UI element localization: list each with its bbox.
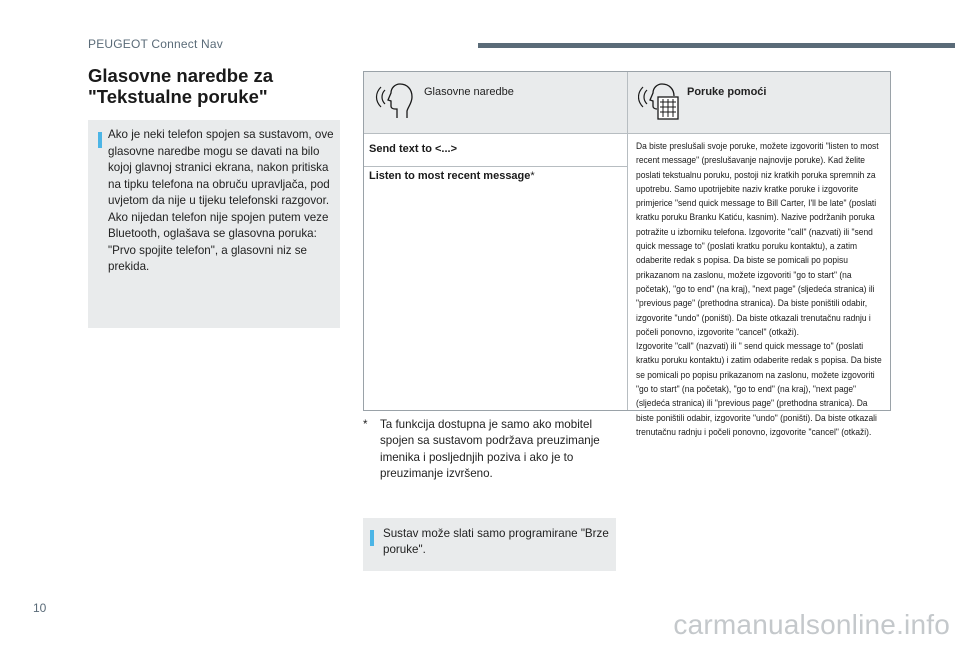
section-heading-line2: "Tekstualne poruke" bbox=[88, 86, 268, 107]
table-header-help bbox=[628, 72, 890, 133]
help-messages-text bbox=[636, 139, 882, 439]
footnote-text: Ta funkcija dostupna je samo ako mobitel spojen sa sustavom podržava preuzimanje imenika i posljednjih poziva i ako je to preuzimanje izvršeno. bbox=[380, 418, 600, 481]
table-header-commands bbox=[364, 72, 628, 133]
quick-messages-note-text: Sustav može slati samo programirane "Brze poruke". bbox=[383, 527, 609, 557]
table-header-commands-label: Glasovne naredbe bbox=[424, 86, 514, 98]
section-heading-line1: Glasovne naredbe za bbox=[88, 65, 274, 86]
help-message-icon bbox=[638, 81, 680, 121]
table-row-command bbox=[369, 170, 535, 182]
table-column-divider bbox=[627, 133, 628, 410]
info-marker-icon bbox=[98, 132, 102, 148]
command-listen-recent: Listen to most recent message bbox=[369, 170, 531, 182]
voice-commands-table bbox=[363, 71, 891, 437]
section-heading bbox=[88, 65, 338, 107]
watermark: carmanualsonline.info bbox=[673, 609, 950, 640]
header-title: PEUGEOT Connect Nav bbox=[88, 37, 223, 51]
info-note-para1: Ako je neki telefon spojen sa sustavom, ove glasovne naredbe mogu se davati na bilo kojoj glavnoj stranici ekrana, nakon pritiska na tipku telefona na obruču upravljača, pod uvjetom da nije u tijeku telefonski razgovor. bbox=[108, 128, 334, 207]
info-marker-icon bbox=[370, 530, 374, 546]
footnote-asterisk: * bbox=[363, 418, 368, 431]
help-para1: Da biste preslušali svoje poruke, možete izgovoriti "listen to most recent message" (preslušavanje najnovije poruke). Kad želite poslati tekstualnu poruku, postoji niz kratkih poruka spremnih za upotrebu. Samo upotrijebite naziv kratke poruke i izgovorite primjerice "send quick message to Bill Carter, I'll be late" (poslati kratku poruku Branku Katiću, kasnim). Nazive podržanih poruka potražite u izborniku telefona. Izgovorite "call" (nazvati) ili "send quick message to" (poslati kratku poruku kontaktu), a zatim odaberite redak s popisa. Da biste se pomicali po popisu prikazanom na zaslonu, možete izgovoriti "go to start" (na početak), "go to end" (na kraj), "next page" (sljedeća stranica) ili "previous page" (prethodna stranica). Da biste poništili odabir, izgovorite "undo" (poništi). Da biste otkazali trenutačnu radnju i počeli ponovno, izgovorite "cancel" (otkaži). bbox=[636, 141, 879, 337]
quick-messages-note bbox=[363, 518, 616, 571]
footnote-marker: * bbox=[530, 170, 535, 182]
header-bar bbox=[478, 43, 955, 48]
table-row-divider bbox=[364, 166, 627, 167]
info-note bbox=[88, 120, 340, 328]
command-send-text: Send text to <...> bbox=[369, 143, 458, 155]
voice-command-icon bbox=[374, 81, 416, 121]
info-note-para2: Ako nijedan telefon nije spojen putem veze Bluetooth, oglašava se glasovna poruka: "Prvo spojite telefon", a glasovni niz se prekida. bbox=[108, 210, 329, 273]
table-row-command bbox=[369, 143, 457, 155]
footnote bbox=[363, 417, 623, 483]
help-para2: Izgovorite "call" (nazvati) ili " send quick message to" (poslati kratku poruku kontaktu) i zatim odaberite redak s popisa. Da biste se pomicali po popisu prikazanom na zaslonu, možete izgovoriti "go to start" (na početak), "go to end" (na kraj), "next page" (sljedeća stranica) ili "previous page" (prethodna stranica). Da biste poništili odabir, izgovorite "undo" (poništi). Da biste otkazali trenutačnu radnju i počeli ponovno, izgovorite "cancel" (otkaži). bbox=[636, 341, 882, 437]
table-header-help-label: Poruke pomoći bbox=[687, 86, 767, 98]
page-number: 10 bbox=[33, 601, 47, 615]
info-note-text bbox=[108, 127, 336, 276]
